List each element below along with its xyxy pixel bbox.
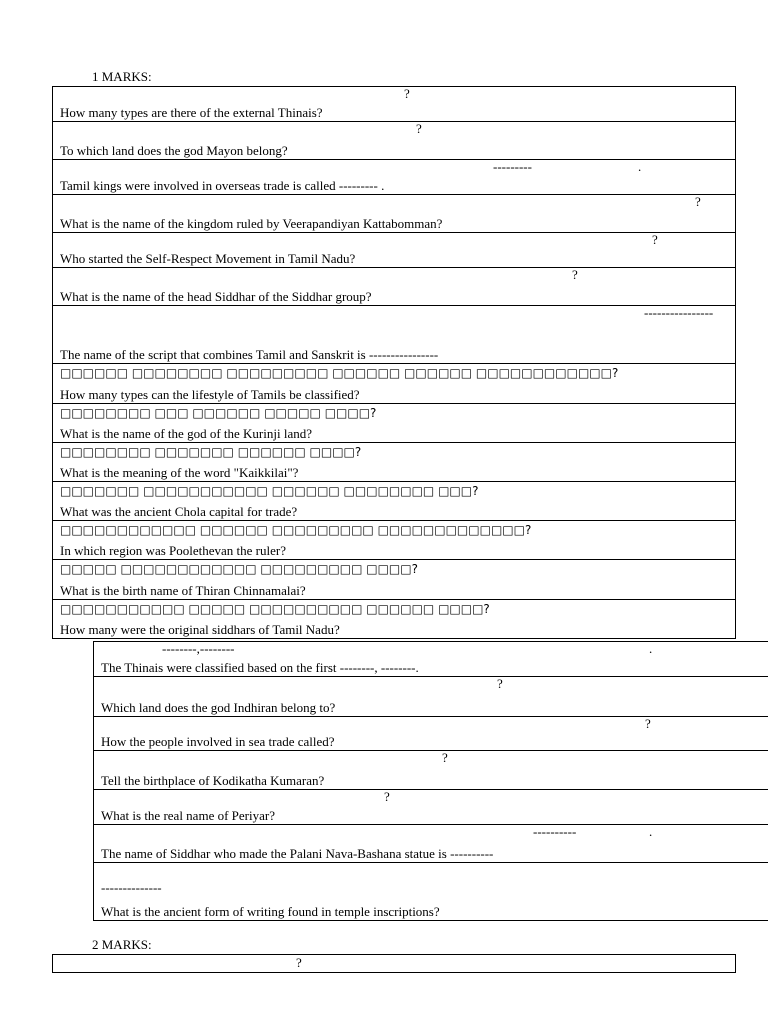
question-mark: ? bbox=[497, 676, 503, 691]
blank-line: --------,-------- bbox=[162, 641, 235, 656]
blank-line: -------------- bbox=[101, 880, 162, 895]
table-row bbox=[53, 268, 736, 306]
table-row bbox=[94, 677, 768, 717]
question-text: What is the meaning of the word "Kaikkilai"? bbox=[60, 465, 299, 480]
period-mark: . bbox=[649, 641, 653, 656]
question-mark: ? bbox=[645, 716, 651, 731]
table-row bbox=[53, 955, 736, 973]
blank-line: ---------------- bbox=[644, 305, 714, 320]
table-row bbox=[53, 122, 736, 160]
question-text: The name of Siddhar who made the Palani Nava-Bashana statue is ---------- bbox=[101, 846, 494, 861]
table-row bbox=[53, 306, 736, 364]
question-text: Which land does the god Indhiran belong to? bbox=[101, 700, 336, 715]
period-mark: . bbox=[649, 824, 653, 839]
table-row bbox=[53, 195, 736, 233]
section-heading-1-marks: 1 MARKS: bbox=[92, 69, 152, 84]
blank-line: ---------- bbox=[533, 824, 577, 839]
table-row bbox=[94, 790, 768, 825]
unrendered-tamil-text: □□□□□□□□□□□ □□□□□ □□□□□□□□□□ □□□□□□ □□□□? bbox=[60, 602, 490, 616]
unrendered-tamil-text: □□□□□□□□□□□□ □□□□□□ □□□□□□□□□ □□□□□□□□□□□□□? bbox=[60, 523, 532, 537]
period-mark: . bbox=[638, 159, 642, 174]
question-mark: ? bbox=[695, 194, 701, 209]
question-text: What is the birth name of Thiran Chinnamalai? bbox=[60, 583, 306, 598]
question-text: What is the real name of Periyar? bbox=[101, 808, 275, 823]
question-mark: ? bbox=[296, 955, 302, 970]
table-row bbox=[94, 642, 768, 677]
one-mark-questions-table-2 bbox=[93, 641, 768, 921]
unrendered-tamil-text: □□□□□□□ □□□□□□□□□□□ □□□□□□ □□□□□□□□ □□□? bbox=[60, 484, 479, 498]
question-text: Who started the Self-Respect Movement in Tamil Nadu? bbox=[60, 251, 356, 266]
question-mark: ? bbox=[384, 789, 390, 804]
table-row bbox=[53, 521, 736, 560]
table-row bbox=[94, 825, 768, 863]
question-text: What is the name of the god of the Kurinji land? bbox=[60, 426, 312, 441]
question-mark: ? bbox=[404, 86, 410, 101]
question-text: What was the ancient Chola capital for trade? bbox=[60, 504, 298, 519]
table-row bbox=[94, 863, 768, 921]
question-text: Tell the birthplace of Kodikatha Kumaran? bbox=[101, 773, 325, 788]
unrendered-tamil-text: □□□□□□ □□□□□□□□ □□□□□□□□□ □□□□□□ □□□□□□ □□□□□□□□□□□□? bbox=[60, 366, 619, 380]
question-mark: ? bbox=[416, 121, 422, 136]
table-row bbox=[53, 404, 736, 443]
table-row bbox=[53, 560, 736, 600]
question-text: How many were the original siddhars of Tamil Nadu? bbox=[60, 622, 340, 637]
question-text: Tamil kings were involved in overseas trade is called --------- . bbox=[60, 178, 385, 193]
question-text: The name of the script that combines Tamil and Sanskrit is ---------------- bbox=[60, 347, 439, 362]
question-mark: ? bbox=[572, 267, 578, 282]
blank-line: --------- bbox=[493, 159, 532, 174]
question-text: What is the name of the kingdom ruled by Veerapandiyan Kattabomman? bbox=[60, 216, 443, 231]
table-row bbox=[53, 482, 736, 521]
table-row bbox=[53, 443, 736, 482]
question-text: What is the name of the head Siddhar of the Siddhar group? bbox=[60, 289, 372, 304]
question-text: To which land does the god Mayon belong? bbox=[60, 143, 288, 158]
table-row bbox=[94, 717, 768, 751]
two-mark-questions-table bbox=[52, 954, 736, 973]
section-heading-2-marks: 2 MARKS: bbox=[92, 937, 152, 952]
question-mark: ? bbox=[652, 232, 658, 247]
question-text: The Thinais were classified based on the first --------, --------. bbox=[101, 660, 419, 675]
one-mark-questions-table-1 bbox=[52, 86, 736, 639]
question-text: How many types can the lifestyle of Tamils be classified? bbox=[60, 387, 360, 402]
table-row bbox=[53, 160, 736, 195]
table-row bbox=[53, 87, 736, 122]
question-text: In which region was Poolethevan the ruler? bbox=[60, 543, 286, 558]
question-text: How the people involved in sea trade called? bbox=[101, 734, 335, 749]
table-row bbox=[53, 233, 736, 268]
table-row bbox=[53, 364, 736, 404]
unrendered-tamil-text: □□□□□□□□ □□□□□□□ □□□□□□ □□□□? bbox=[60, 445, 362, 459]
table-row bbox=[94, 751, 768, 790]
question-text: What is the ancient form of writing found in temple inscriptions? bbox=[101, 904, 440, 919]
unrendered-tamil-text: □□□□□ □□□□□□□□□□□□ □□□□□□□□□ □□□□? bbox=[60, 562, 418, 576]
unrendered-tamil-text: □□□□□□□□ □□□ □□□□□□ □□□□□ □□□□? bbox=[60, 406, 377, 420]
table-row bbox=[53, 600, 736, 639]
question-mark: ? bbox=[442, 750, 448, 765]
question-text: How many types are there of the external Thinais? bbox=[60, 105, 323, 120]
